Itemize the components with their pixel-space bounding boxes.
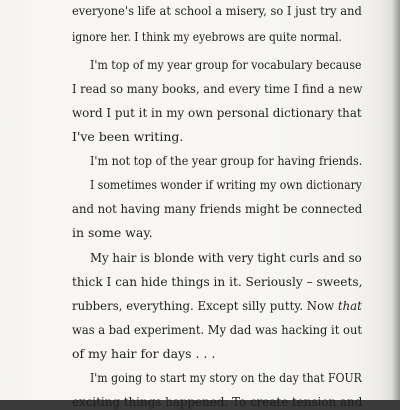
text-line: I sometimes wonder if writing my own dictionary (90, 177, 362, 192)
text-line: My hair is blonde with very tight curls and so (90, 250, 362, 265)
text-line: I read so many books, and every time I find a new (72, 81, 363, 96)
page-edge-shadow (382, 0, 400, 400)
text-line: I've been writing. (72, 129, 184, 144)
text-line: word I put it in my own personal dictionary that (72, 105, 362, 120)
text-line: rubbers, everything. Except silly putty. Now that (72, 298, 362, 313)
text-line: I'm not top of the year group for having friends. (90, 153, 363, 168)
text-line: of my hair for days . . . (72, 346, 216, 361)
emphasis: that (337, 298, 362, 313)
text-line: in some way. (72, 225, 153, 240)
text-line: everyone's life at school a misery, so I just try and (72, 3, 362, 18)
text-line: I'm top of my year group for vocabulary because (90, 57, 362, 72)
text-line: I'm going to start my story on the day that FOUR (90, 370, 362, 385)
text-line: and not having many friends might be connected (72, 201, 363, 216)
text-line: ignore her. I think my eyebrows are quite normal. (72, 29, 342, 44)
text-line: exciting things happened. To create tension and (72, 394, 363, 409)
text-line: was a bad experiment. My dad was hacking it out (72, 322, 362, 337)
text-line: thick I can hide things in it. Seriously – sweets, (72, 274, 363, 289)
